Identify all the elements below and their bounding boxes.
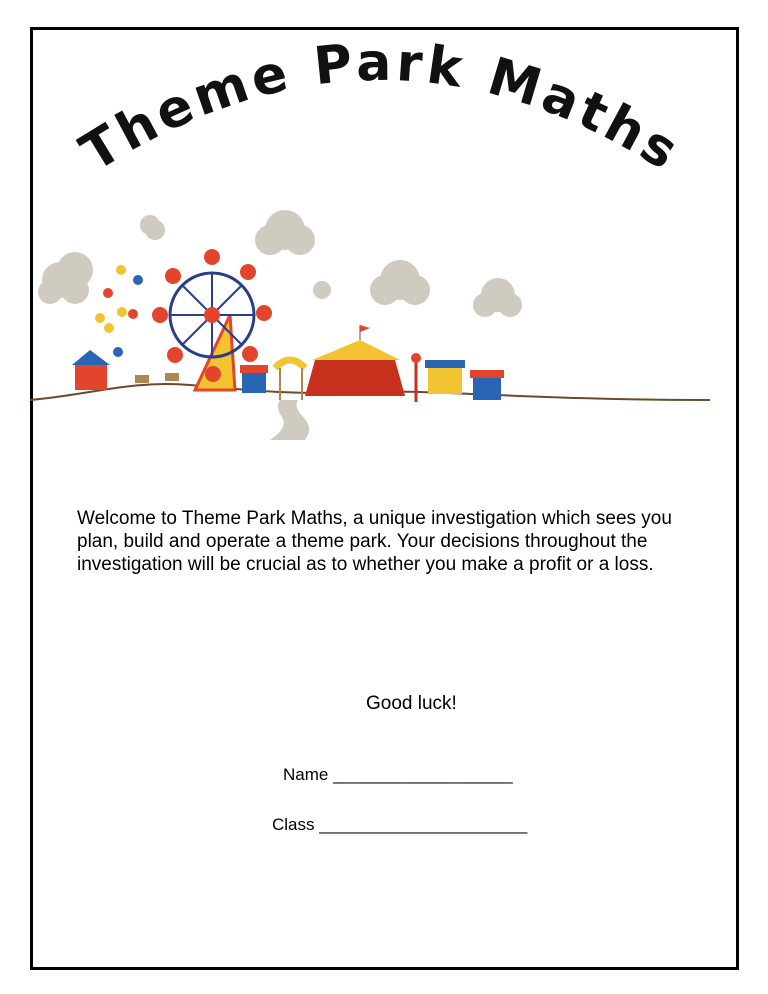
- class-field[interactable]: Class ______________________: [272, 815, 528, 834]
- name-field[interactable]: Name ___________________: [283, 765, 513, 784]
- good-luck-text: Good luck!: [366, 693, 457, 714]
- intro-paragraph: Welcome to Theme Park Maths, a unique investigation which sees you plan, build and operate a theme park. Your decisions throughout the investigation will be crucial as to whether you make a profit or a loss.: [77, 508, 672, 575]
- stalls: [72, 325, 504, 402]
- title-text: Theme Park Maths: [70, 40, 692, 184]
- clouds: [38, 210, 522, 317]
- page-title: [30, 40, 738, 200]
- svg-text:Theme Park Maths: [71, 40, 691, 184]
- balloons: [95, 265, 143, 357]
- theme-park-illustration: [30, 200, 710, 440]
